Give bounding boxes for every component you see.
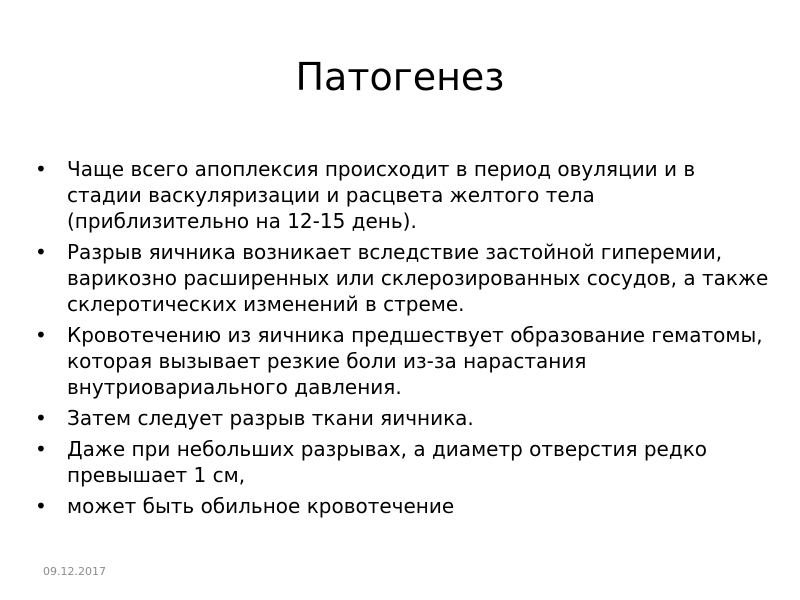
bullet-marker: • [35, 240, 47, 264]
bullet-item [35, 493, 775, 519]
bullet-text: Разрыв яичника возникает вследствие застойной гиперемии, варикозно расширенных или склерозированных сосудов, а также склеротических изменений в стреме. [67, 240, 769, 316]
bullet-item [35, 239, 775, 317]
bullet-marker: • [35, 437, 47, 461]
slide-date: 09.12.2017 [43, 565, 106, 578]
bullet-item [35, 156, 775, 234]
bullet-marker: • [35, 157, 47, 181]
bullet-text: Даже при небольших разрывах, а диаметр отверстия редко превышает 1 см, [67, 437, 708, 487]
bullet-marker: • [35, 323, 47, 347]
bullet-item [35, 322, 775, 400]
bullet-item [35, 436, 775, 488]
bullet-text: Затем следует разрыв ткани яичника. [67, 406, 474, 430]
bullet-item [35, 405, 775, 431]
bullet-list [35, 156, 775, 524]
bullet-marker: • [35, 494, 47, 518]
bullet-text: может быть обильное кровотечение [67, 494, 455, 518]
bullet-text: Чаще всего апоплексия происходит в период овуляции и в стадии васкуляризации и расцвета желтого тела (приблизительно на 12-15 день). [67, 157, 696, 233]
bullet-text: Кровотечению из яичника предшествует образование гематомы, которая вызывает резкие боли из-за нарастания внутриовариального давления. [67, 323, 763, 399]
bullet-marker: • [35, 406, 47, 430]
slide-title: Патогенез [295, 55, 505, 99]
